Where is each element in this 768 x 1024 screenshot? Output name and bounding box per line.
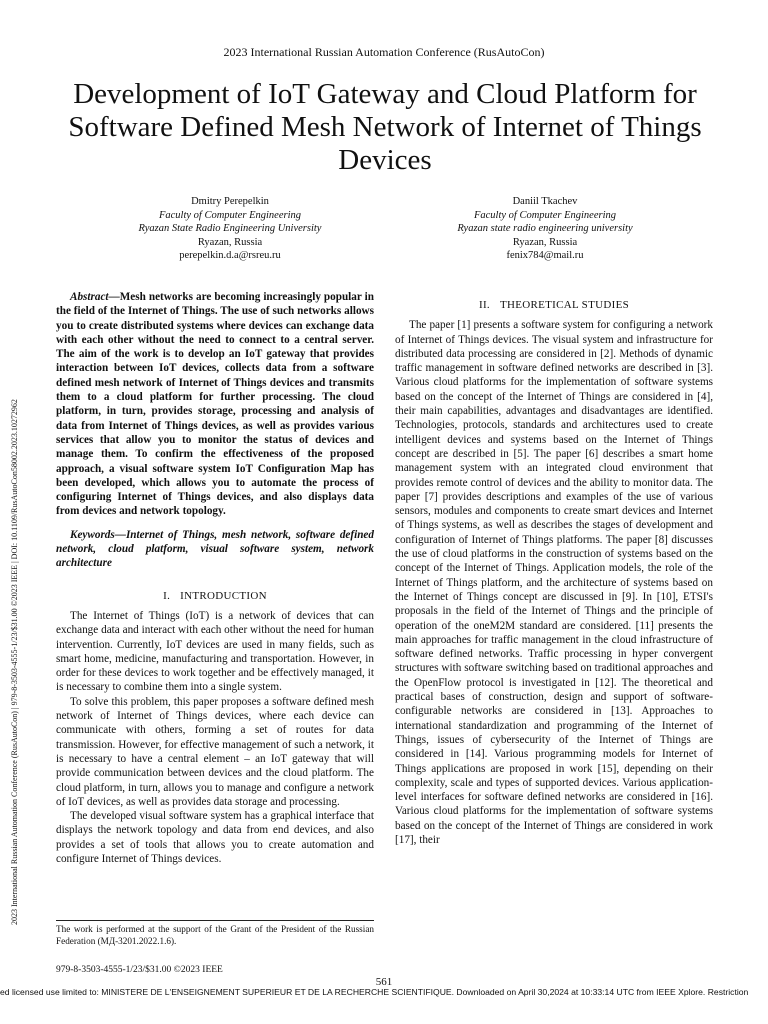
abstract-text: —Mesh networks are becoming increasingly popular in the field of the Internet of Things. The use of such networks allows you to create distributed systems where devices can exchange data with each other without the need to connect to a central server. The aim of the work is to develop an IoT gateway that provides interaction between IoT devices, collects data from a software defined mesh network of Internet of Things devices and transmits them to a cloud platform for further processing. The cloud platform, in turn, provides storage, processing and analysis of data from Internet of Things devices, as well as provides various services that allow you to monitor the status of devices and manage them. To confirm the effectiveness of the proposed approach, a visual software system IoT Configuration Map has been developed, which allows you to automate the process of configuring Internet of Things devices, and also displays data from devices and network topology. [56, 291, 374, 518]
section-title: INTRODUCTION [180, 589, 267, 602]
section-number: I. [163, 589, 171, 602]
license-banner: ed licensed use limited to: MINISTERE DE L'ENSEIGNEMENT SUPERIEUR ET DE LA RECHERCHE SCIENTIFIQUE. Downloaded on April 30,2024 at 10:33:14 UTC from IEEE Xplore. Restriction [0, 987, 749, 997]
author-block-1 [80, 195, 380, 263]
abstract-lead: Abstract [70, 291, 109, 303]
right-column [395, 298, 713, 847]
theory-paragraph-1: The paper [1] presents a software system for configuring a network of Internet of Things devices. The visual system and infrastructure for distributed data processing are considered in [2]. Methods of dynamic traffic management in software defined networks are described in [3]. Various cloud platforms for the implementation of software systems based on the concept of the Internet of Things are considered in [4], their main capabilities, advantages and disadvantages are identified. Technologies, protocols, standards and architectures used to create intelligent devices and systems based on the Internet of Things concept are described in [5]. The paper [6] describes a smart home management system with an integrated cloud environment that provides remote control of devices and the ability to monitor data. The paper [7] provides descriptions and examples of the use of various sensors, modules and components to create smart devices and Internet of Things systems, as well as describes the stages of development and configuration of Internet of Things platforms. The paper [8] discusses the use of cloud platforms in the construction of systems based on the concept of the Internet of Things. Application models, the role of the Internet of Things platform, and the architecture of systems based on the Internet of Things concept are discussed in [9]. In [10], ETSI's proposals in the field of the Internet of Things and the principle of operation of the oneM2M standard are considered. [11] presents the main approaches for traffic management in the cloud infrastructure of software defined networks. Traffic processing in hyper convergent structures with software switching based on traditional approaches and the OpenFlow protocol is investigated in [12]. The theoretical and practical bases of construction, design and support of software-configurable networks are considered in [13]. Approaches to international standardization and programming of the Internet of Things, issues of cybersecurity of the Internet of Things are considered in [14]. Various programming models for Internet of Things applications are proposed in work [15], depending on their complexity, scale and types of supported devices. Various application-level interfaces for software defined networks are considered in [16]. Various cloud platforms for the implementation of software systems based on the concept of the Internet of Things are considered in work [17], their [395, 319, 713, 846]
intro-paragraph-3: The developed visual software system has a graphical interface that displays the network topology and data from end devices, and also provides a set of tools that allows you to create automation and configure Internet of Things devices. [56, 810, 374, 865]
author-email: perepelkin.d.a@rsreu.ru [179, 250, 281, 261]
abstract [56, 290, 374, 519]
footnote: The work is performed at the support of the Grant of the President of the Russian Federation (МД-3201.2022.1.6). [56, 924, 374, 946]
conference-header: 2023 International Russian Automation Conference (RusAutoCon) [223, 45, 545, 59]
author-city: Ryazan, Russia [512, 236, 578, 248]
keywords: Keywords—Internet of Things, mesh network, software defined network, cloud platform, visual software system, network architecture [56, 528, 374, 570]
side-doi-text: 2023 International Russian Automation Conference (RusAutoCon) | 979-8-3503-4555-1/23/$31.00 ©2023 IEEE | DOI: 10.1109/RusAutoCon58002.2023.10272962 [10, 399, 19, 925]
intro-paragraph-2: To solve this problem, this paper proposes a software defined mesh network of Internet of Things devices, where each device can communicate with others, forming a set of routes for data transmission. However, for effective management of such a network, it is necessary to have a central element – an IoT gateway that will provide communication between devices and the cloud platform. The cloud platform, in turn, allows you to manage and configure a network of IoT devices, as well as provides data storage and processing. [56, 695, 374, 808]
author-name: Dmitry Perepelkin [191, 196, 269, 207]
author-name: Daniil Tkachev [512, 196, 578, 207]
isbn-line: 979-8-3503-4555-1/23/$31.00 ©2023 IEEE [56, 965, 223, 975]
section-title: THEORETICAL STUDIES [499, 299, 629, 311]
author-city: Ryazan, Russia [197, 236, 263, 248]
author-faculty: Faculty of Computer Engineering [473, 209, 617, 221]
intro-paragraph-1: The Internet of Things (IoT) is a network of devices that can exchange data and interact with each other without the need for human intervention. Currently, IoT devices are used in many fields, such as smart home, medicine, manufacturing and transportation. However, in order for these devices to work together and be effectively managed, it is necessary to combine them into a single system. [56, 609, 374, 694]
author-institution: Ryazan State Radio Engineering University [138, 223, 322, 234]
author-block-2 [395, 195, 695, 263]
author-faculty: Faculty of Computer Engineering [158, 209, 302, 221]
author-email: fenix784@mail.ru [506, 250, 584, 261]
paper-title: Development of IoT Gateway and Cloud Platform for Software Defined Mesh Network of Internet of Things Devices [68, 78, 702, 176]
author-institution: Ryazan state radio engineering university [457, 223, 633, 234]
section-number: II. [478, 299, 490, 311]
left-column [56, 290, 374, 866]
section-heading-introduction [56, 589, 374, 603]
footnote-divider [56, 920, 374, 921]
page-number: 561 [375, 976, 393, 988]
section-heading-theoretical-studies [395, 298, 713, 312]
